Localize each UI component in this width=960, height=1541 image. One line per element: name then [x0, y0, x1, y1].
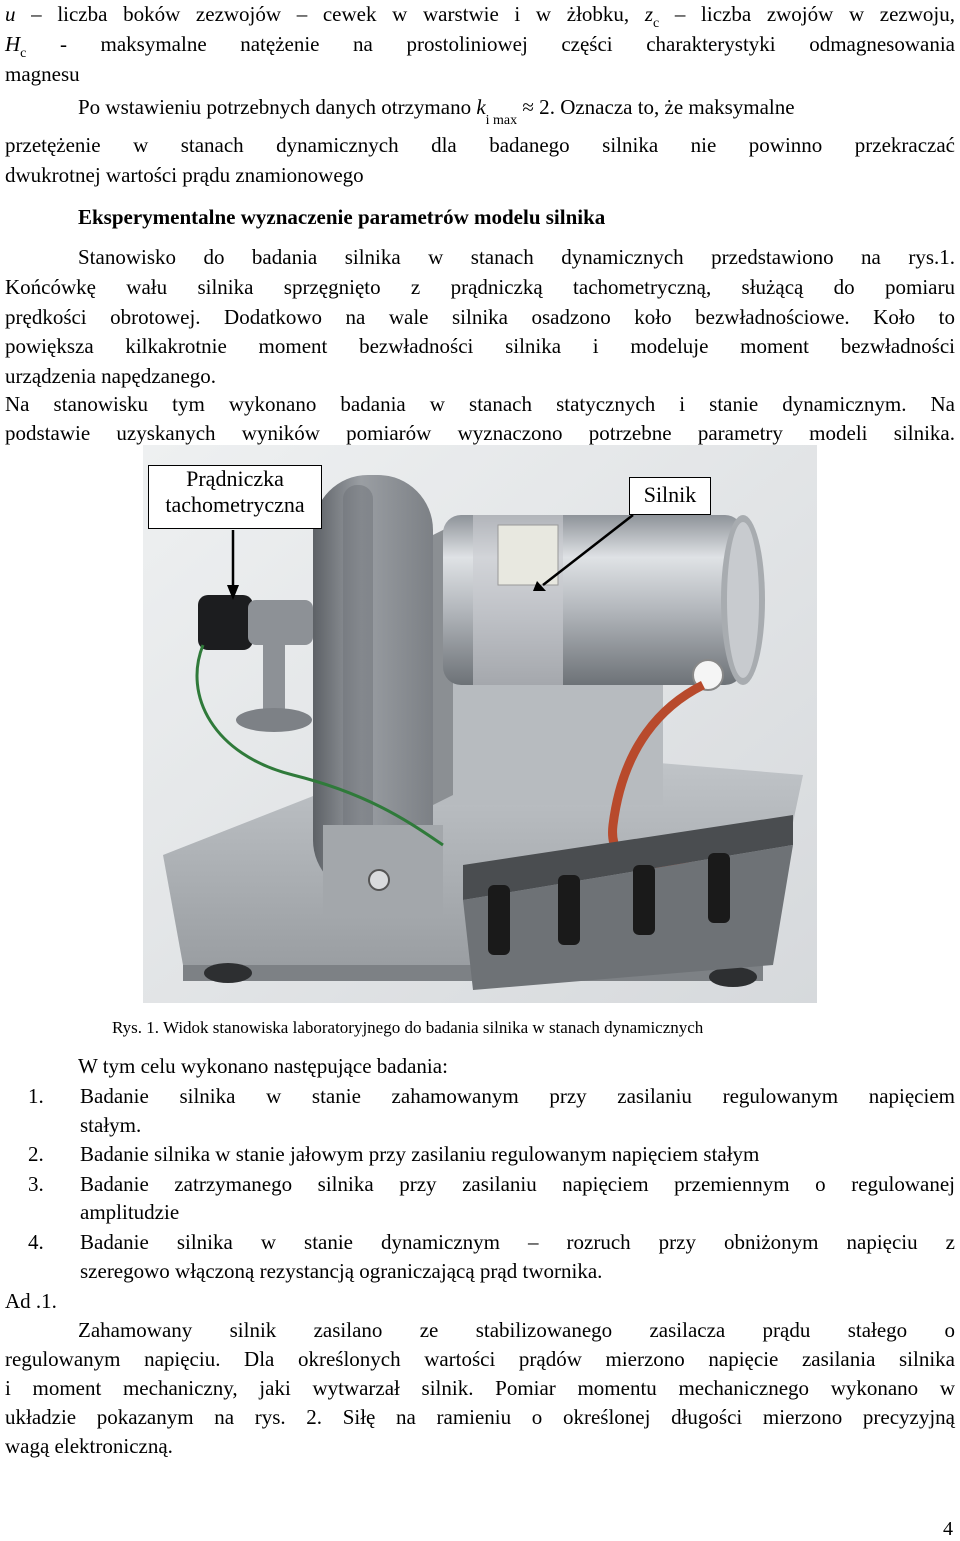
paragraph-line: powiększa kilkakrotnie moment bezwładności silnika i modeluje moment bezwładności	[5, 334, 955, 358]
paragraph-line: i moment mechaniczny, jaki wytwarzał silnik. Pomiar momentu mechanicznego wykonano w	[5, 1376, 955, 1400]
list-number: 1.	[28, 1084, 44, 1108]
list-number: 4.	[28, 1230, 44, 1254]
definition-u: u – liczba boków zezwojów – cewek w warstwie i w żłobku, $z_c$ – liczba zwojów w zezwoju,	[5, 2, 955, 31]
list-item: Badanie silnika w stanie jałowym przy zasilaniu regulowanym napięciem stałym	[80, 1142, 760, 1166]
list-number: 3.	[28, 1172, 44, 1196]
list-item: Badanie silnika w stanie zahamowanym przy zasilaniu regulowanym napięciem	[80, 1084, 955, 1108]
paragraph-line: Na stanowisku tym wykonano badania w stanach statycznych i stanie dynamicznym. Na	[5, 392, 955, 416]
ad-heading: Ad .1.	[5, 1289, 57, 1313]
result-line: Po wstawieniu potrzebnych danych otrzymano $k_{i max} \approx 2$. Oznacza to, że maksymalne	[78, 95, 795, 128]
paragraph-line: Zahamowany silnik zasilano ze stabilizowanego zasilacza prądu stałego o	[78, 1318, 955, 1342]
paragraph-line: podstawie uzyskanych wyników pomiarów wyznaczono potrzebne parametry modeli silnika.	[5, 421, 955, 445]
tacho-generator	[198, 595, 253, 650]
paragraph-line: Końcówkę wału silnika sprzęgnięto z prądniczką tachometryczną, służącą do pomiaru	[5, 275, 955, 299]
label-generator: Prądniczka tachometryczna	[148, 465, 322, 529]
result-line-2: przetężenie w stanach dynamicznych dla badanego silnika nie powinno przekraczać	[5, 133, 955, 157]
list-number: 2.	[28, 1142, 44, 1166]
list-item-cont: stałym.	[80, 1113, 142, 1137]
label-motor: Silnik	[629, 477, 711, 515]
definition-hc-cont: magnesu	[5, 62, 80, 86]
list-item: Badanie silnika w stanie dynamicznym – rozruch przy obniżonym napięciu z	[80, 1230, 955, 1254]
definition-hc: $H_c$ - maksymalne natężenie na prostoliniowej części charakterystyki odmagnesowania	[5, 32, 955, 61]
paragraph-line: układzie pokazanym na rys. 2. Siłę na ramieniu o określonej długości mierzono precyzyjną	[5, 1405, 955, 1429]
list-item-cont: szeregowo włączoną rezystancją ograniczającą prąd twornika.	[80, 1259, 603, 1283]
paragraph-line: prędkości obrotowej. Dodatkowo na wale silnika osadzono koło bezwładnościowe. Koło to	[5, 305, 955, 329]
result-line-3: dwukrotnej wartości prądu znamionowego	[5, 163, 364, 187]
list-item-cont: amplitudzie	[80, 1200, 180, 1224]
section-heading: Eksperymentalne wyznaczenie parametrów modelu silnika	[78, 205, 606, 229]
paragraph-line: wagą elektroniczną.	[5, 1434, 173, 1458]
page-number: 4	[943, 1518, 953, 1540]
paragraph-line: regulowanym napięciu. Dla określonych wartości prądów mierzono napięcie zasilania silnika	[5, 1347, 955, 1371]
figure-caption: Rys. 1. Widok stanowiska laboratoryjnego do badania silnika w stanach dynamicznych	[112, 1018, 704, 1037]
paragraph-line: Stanowisko do badania silnika w stanach dynamicznych przedstawiono na rys.1.	[78, 245, 955, 269]
paragraph-line: urządzenia napędzanego.	[5, 364, 217, 388]
tests-intro: W tym celu wykonano następujące badania:	[78, 1054, 448, 1078]
list-item: Badanie zatrzymanego silnika przy zasilaniu napięciem przemiennym o regulowanej	[80, 1172, 955, 1196]
